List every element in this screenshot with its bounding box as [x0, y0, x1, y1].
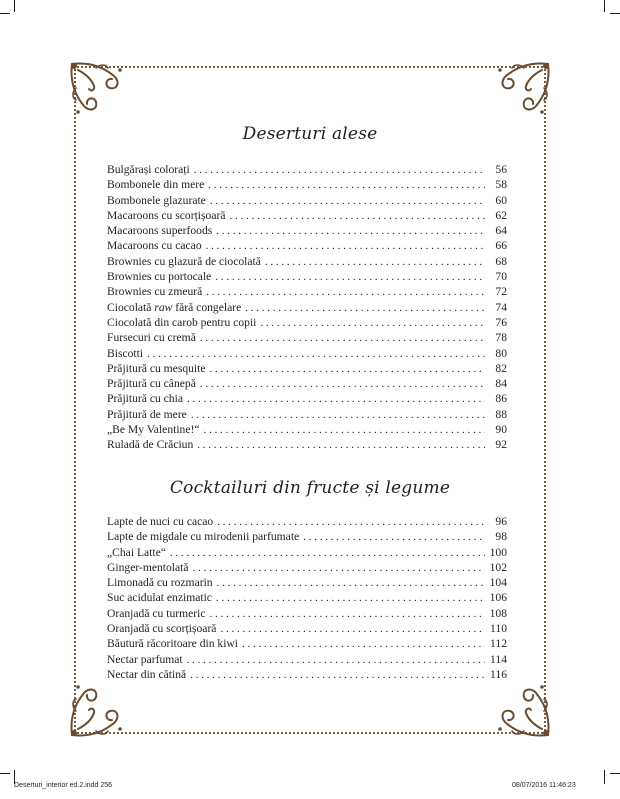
dot-leader [216, 224, 485, 239]
toc-entry[interactable] [107, 300, 507, 315]
toc-entry-page: 64 [495, 224, 507, 238]
toc-entry[interactable] [107, 667, 507, 682]
toc-entry[interactable] [107, 254, 507, 269]
toc-entry[interactable] [107, 621, 507, 636]
slug-timestamp: 08/07/2016 11:46:23 [512, 782, 576, 789]
crop-mark [610, 13, 620, 14]
dot-leader [190, 668, 485, 683]
toc-entry-label: Ciocolată raw fără congelare [107, 300, 242, 314]
dot-leader [210, 362, 485, 377]
dot-leader [206, 239, 485, 254]
dot-leader [191, 408, 485, 423]
toc-entry-label: „Be My Valentine!“ [107, 423, 200, 437]
toc-entry-label: Prăjitură cu chia [107, 392, 183, 406]
toc-entry-label: Lapte de nuci cu cacao [107, 515, 214, 528]
toc-entry[interactable] [107, 361, 507, 376]
dot-leader [187, 392, 485, 407]
dot-leader [193, 561, 485, 576]
toc-entry-label: Macaroons superfoods [107, 224, 213, 238]
toc-entry-page: 68 [495, 254, 507, 268]
toc-entry-page: 96 [495, 515, 507, 528]
crop-mark [610, 773, 620, 774]
toc-entry-page: 104 [489, 576, 507, 590]
toc-entry[interactable] [107, 545, 507, 560]
toc-entry-page: 90 [495, 423, 507, 437]
toc-entry-page: 112 [490, 637, 507, 651]
dot-leader [206, 285, 485, 300]
dot-leader [210, 607, 486, 622]
toc-entry-page: 76 [495, 315, 507, 329]
toc-entry-page: 116 [490, 667, 507, 681]
toc-entry[interactable] [107, 606, 507, 621]
toc-entry-page: 98 [495, 530, 507, 544]
toc-entry-page: 60 [495, 193, 507, 207]
toc-entry-label: Suc acidulat enzimatic [107, 591, 212, 605]
dot-leader [147, 347, 485, 362]
toc-list-cocktails [107, 514, 507, 682]
toc-entry-label: Ruladă de Crăciun [107, 438, 194, 452]
toc-entry-page: 100 [489, 545, 507, 559]
toc-entry[interactable] [107, 514, 507, 529]
toc-entry-label: Fursecuri cu cremă [107, 331, 196, 345]
toc-entry[interactable] [107, 162, 507, 177]
toc-entry-label: Bombonele din mere [107, 178, 205, 192]
toc-entry-page: 84 [495, 377, 507, 391]
toc-entry[interactable] [107, 376, 507, 391]
toc-entry-label: Lapte de migdale cu mirodenii parfumate [107, 530, 300, 544]
toc-entry[interactable] [107, 346, 507, 361]
toc-entry[interactable] [107, 437, 507, 452]
flourish-corner-ornament [68, 677, 130, 739]
toc-entry-label: Nectar din cătină [107, 667, 187, 681]
toc-entry-page: 102 [489, 560, 507, 574]
toc-entry-page: 66 [495, 239, 507, 253]
dot-leader [260, 316, 485, 331]
toc-entry-label: Limonadă cu rozmarin [107, 576, 213, 590]
section-title-desserts: Deserturi alese [242, 124, 378, 144]
dot-leader [204, 423, 485, 438]
flourish-corner-ornament [490, 677, 552, 739]
toc-entry[interactable] [107, 529, 507, 544]
toc-entry[interactable] [107, 330, 507, 345]
toc-entry-page: 56 [495, 163, 507, 176]
toc-entry-label: Macaroons cu scorțișoară [107, 208, 226, 222]
dot-leader [215, 270, 485, 285]
toc-entry[interactable] [107, 636, 507, 651]
dot-leader [194, 163, 485, 178]
toc-entry-page: 72 [495, 285, 507, 299]
toc-entry[interactable] [107, 238, 507, 253]
toc-entry-page: 114 [490, 652, 507, 666]
dot-leader [303, 530, 485, 545]
toc-entry[interactable] [107, 407, 507, 422]
dot-leader [220, 622, 485, 637]
toc-list-desserts [107, 162, 507, 453]
toc-entry[interactable] [107, 269, 507, 284]
toc-entry-page: 110 [490, 622, 507, 636]
toc-entry-label: Prăjitură cu cânepă [107, 377, 196, 391]
toc-entry-page: 80 [495, 346, 507, 360]
dot-leader [210, 194, 485, 209]
toc-entry[interactable] [107, 193, 507, 208]
toc-entry[interactable] [107, 284, 507, 299]
toc-entry-page: 106 [489, 591, 507, 605]
toc-entry[interactable] [107, 575, 507, 590]
toc-entry[interactable] [107, 391, 507, 406]
dot-leader [217, 515, 485, 530]
dot-leader [216, 591, 485, 606]
crop-mark [604, 0, 605, 12]
toc-entry[interactable] [107, 590, 507, 605]
flourish-corner-ornament [68, 60, 130, 122]
toc-entry-page: 86 [495, 392, 507, 406]
toc-entry[interactable] [107, 223, 507, 238]
dot-leader [208, 178, 485, 193]
toc-entry[interactable] [107, 315, 507, 330]
toc-entry-page: 82 [495, 361, 507, 375]
toc-entry-label: Macaroons cu cacao [107, 239, 202, 253]
toc-entry[interactable] [107, 422, 507, 437]
slug-filename: Deserturi_interior ed.2.indd 256 [14, 782, 113, 789]
dot-leader [197, 438, 485, 453]
flourish-corner-ornament [490, 60, 552, 122]
toc-entry-label: Biscotti [107, 346, 144, 360]
toc-entry-label: Brownies cu glazură de ciocolată [107, 254, 261, 268]
toc-entry-label: Oranjadă cu turmeric [107, 606, 206, 620]
dot-leader [187, 653, 485, 668]
toc-entry-page: 88 [495, 407, 507, 421]
dot-leader [245, 301, 485, 316]
toc-entry[interactable] [107, 652, 507, 667]
toc-entry-label: Băutură răcoritoare din kiwi [107, 637, 239, 651]
dot-leader [170, 546, 485, 561]
dot-leader [217, 576, 485, 591]
dot-leader [200, 377, 485, 392]
toc-entry-label: Ginger-mentolată [107, 560, 189, 574]
crop-mark [0, 13, 10, 14]
crop-mark [0, 773, 10, 774]
crop-mark [604, 770, 605, 784]
toc-entry-label: Nectar parfumat [107, 652, 183, 666]
dot-leader [242, 637, 485, 652]
toc-entry-label: Prăjitură de mere [107, 407, 187, 421]
section-title-cocktails: Cocktailuri din fructe și legume [169, 478, 451, 498]
toc-entry-page: 58 [495, 178, 507, 192]
dot-leader [229, 209, 485, 224]
crop-mark [14, 0, 15, 12]
toc-entry-page: 92 [495, 438, 507, 452]
toc-entry-page: 78 [495, 331, 507, 345]
toc-entry-page: 62 [495, 208, 507, 222]
toc-entry-label: „Chai Latte“ [107, 545, 166, 559]
toc-entry[interactable] [107, 208, 507, 223]
toc-entry[interactable] [107, 177, 507, 192]
toc-entry-label: Brownies cu portocale [107, 270, 212, 284]
toc-entry-label: Brownies cu zmeură [107, 285, 203, 299]
toc-entry-page: 70 [495, 270, 507, 284]
toc-entry-label: Ciocolată din carob pentru copii [107, 315, 257, 329]
toc-entry-label: Bulgărași colorați [107, 163, 190, 176]
toc-entry-page: 108 [489, 606, 507, 620]
dot-leader [265, 255, 485, 270]
toc-entry-label: Bombonele glazurate [107, 193, 206, 207]
toc-entry-page: 74 [495, 300, 507, 314]
toc-entry-label: Prăjitură cu mesquite [107, 361, 206, 375]
dot-leader [200, 331, 485, 346]
toc-entry-label: Oranjadă cu scorțișoară [107, 622, 217, 636]
toc-entry[interactable] [107, 560, 507, 575]
